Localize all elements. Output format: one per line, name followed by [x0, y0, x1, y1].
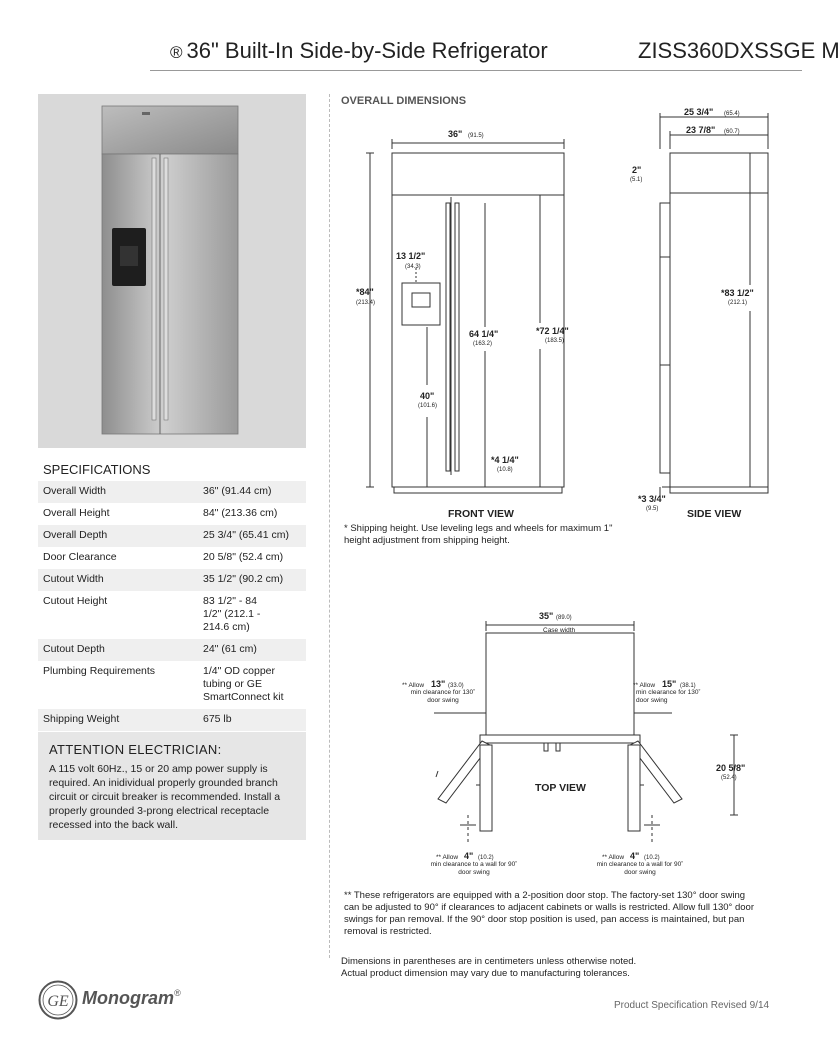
- side-height-label: *83 1/2": [721, 288, 754, 298]
- spec-label: Plumbing Requirements: [43, 665, 156, 677]
- right-clearance-cm: (38.1): [680, 683, 696, 689]
- title-text: 36" Built-In Side-by-Side Refrigerator: [186, 38, 548, 63]
- side-toe-label: *3 3/4": [638, 494, 666, 504]
- case-height-label: *72 1/4": [536, 326, 569, 336]
- electrician-title: ATTENTION ELECTRICIAN:: [49, 742, 222, 757]
- overall-dimensions-title: OVERALL DIMENSIONS: [341, 95, 467, 107]
- side-toe-cm: (9.5): [646, 506, 659, 512]
- left-wall-prefix: ** Allow: [436, 854, 459, 861]
- page-title: [170, 38, 548, 64]
- brand-name: [82, 988, 181, 1009]
- front-width-label: 36": [448, 129, 463, 139]
- header-rule: [150, 70, 802, 71]
- brand-reg-mark: ®: [174, 988, 181, 998]
- spec-label: Cutout Width: [38, 569, 198, 591]
- right-clearance-prefix: ** Allow: [633, 682, 656, 689]
- door-stop-note: ** These refrigerators are equipped with a 2-position door stop. The factory-set 130° door swing can be adjusted to 90° if clearances to adjacent cabinets or walls is restricted. Allow full 130° door swings for pan removal. If the 90° door stop position is used, pan access is maintained, but pan removal is restricted.: [344, 890, 754, 937]
- table-row: [38, 709, 306, 731]
- door-clearance-cm: (52.4): [721, 775, 737, 781]
- left-wall-text: min clearance to a wall for 90˚ door swing: [430, 861, 518, 876]
- side-case-depth-label: 23 7/8": [686, 125, 716, 135]
- door-clearance-label: 20 5/8": [716, 763, 746, 773]
- right-wall-text: min clearance to a wall for 90˚ door swing: [596, 861, 684, 876]
- registered-mark: ®: [170, 43, 183, 62]
- left-clearance-prefix: ** Allow: [402, 682, 425, 689]
- side-case-depth-cm: (60.7): [724, 129, 740, 135]
- dispenser-height-label: 13 1/2": [396, 251, 426, 261]
- side-door-cm: (5.1): [630, 177, 643, 183]
- right-clearance-text: min clearance for 130˚ door swing: [636, 689, 701, 704]
- left-clearance-cm: (33.0): [448, 683, 464, 689]
- table-row: [38, 591, 306, 639]
- revision-note: Product Specification Revised 9/14: [614, 1000, 770, 1011]
- left-clearance-text: min clearance for 130˚ door swing: [410, 689, 476, 704]
- product-photo: [38, 94, 306, 448]
- door-height-label: 64 1/4": [469, 329, 499, 339]
- case-width-caption: Case width: [543, 627, 576, 634]
- left-clearance-value: 13": [431, 679, 446, 689]
- spec-value: 83 1/2" - 84 1/2" (212.1 - 214.6 cm): [203, 595, 261, 633]
- table-row: [38, 525, 306, 547]
- spec-label: Cutout Height: [43, 595, 108, 607]
- front-width-cm: (91.5): [468, 133, 484, 139]
- spec-label: Overall Width: [38, 481, 198, 503]
- door-height-cm: (163.2): [473, 341, 493, 347]
- specifications-title: SPECIFICATIONS: [43, 462, 151, 477]
- case-width-label: 35": [539, 611, 554, 621]
- table-row: [38, 481, 306, 503]
- spec-value: 84" (213.36 cm): [203, 507, 278, 519]
- front-toe-cm: (10.8): [497, 467, 513, 473]
- ge-logo-mark: GE: [47, 993, 69, 1010]
- front-height-label: *84": [356, 287, 374, 297]
- brand-text: Monogram: [82, 988, 174, 1008]
- dispenser-floor-cm: (101.6): [418, 403, 438, 409]
- model-number: ZISS360DXSSGE M: [638, 38, 840, 63]
- side-depth-cm: (65.4): [724, 111, 740, 117]
- spec-value: 25 3/4" (65.41 cm): [198, 525, 306, 547]
- top-view-drawing: [330, 605, 802, 890]
- spec-label: Overall Depth: [38, 525, 198, 547]
- side-view-label: SIDE VIEW: [687, 508, 742, 520]
- dispenser-floor-label: 40": [420, 391, 435, 401]
- table-row: [38, 639, 306, 661]
- spec-value: 36" (91.44 cm): [198, 481, 306, 503]
- spec-value: 20 5/8" (52.4 cm): [203, 551, 284, 563]
- table-row: [38, 547, 306, 569]
- case-height-cm: (183.5): [545, 338, 565, 344]
- table-row: [38, 661, 306, 709]
- spec-value: 35 1/2" (90.2 cm): [198, 569, 306, 591]
- right-wall-value: 4": [630, 851, 640, 861]
- side-depth-label: 25 3/4": [684, 107, 714, 117]
- spec-label: Shipping Weight: [38, 709, 198, 731]
- shipping-height-note: * Shipping height. Use leveling legs and wheels for maximum 1" height adjustment from shipping height.: [344, 523, 613, 546]
- spec-label: Overall Height: [43, 507, 110, 519]
- electrician-body: A 115 volt 60Hz., 15 or 20 amp power supply is required. An inidividual properly grounded branch circuit or circuit breaker is recommended. Install a properly grounded 3-prong electrical receptacle recessed into the back wall.: [49, 763, 281, 831]
- side-door-label: 2": [632, 165, 642, 175]
- front-side-drawing: [330, 105, 802, 525]
- right-wall-cm: (10.2): [644, 855, 660, 861]
- front-view-label: FRONT VIEW: [448, 508, 514, 520]
- dispenser-height-cm: (34.3): [405, 264, 421, 270]
- table-row: [38, 569, 306, 591]
- front-height-cm: (213.4): [356, 300, 376, 306]
- spec-label: Door Clearance: [43, 551, 117, 563]
- left-wall-cm: (10.2): [478, 855, 494, 861]
- side-height-cm: (212.1): [728, 300, 748, 306]
- right-clearance-value: 15": [662, 679, 677, 689]
- centimeters-note: Dimensions in parentheses are in centimeters unless otherwise noted.: [341, 956, 637, 967]
- table-row: [38, 503, 306, 525]
- refrigerator-photo: [38, 94, 306, 448]
- front-toe-label: *4 1/4": [491, 455, 519, 465]
- tolerance-note: Actual product dimension may vary due to manufacturing tolerances.: [341, 968, 630, 979]
- spec-value: 24" (61 cm): [198, 639, 306, 661]
- spec-label: Cutout Depth: [38, 639, 198, 661]
- case-width-cm: (89.0): [556, 615, 572, 621]
- specifications-table: [38, 481, 306, 731]
- top-view-label: TOP VIEW: [535, 782, 586, 794]
- spec-value: 1/4" OD copper tubing or GE SmartConnect kit: [203, 665, 284, 703]
- spec-value: 675 lb: [198, 709, 306, 731]
- left-wall-value: 4": [464, 851, 474, 861]
- right-wall-prefix: ** Allow: [602, 854, 625, 861]
- ge-logo-icon: [38, 980, 78, 1020]
